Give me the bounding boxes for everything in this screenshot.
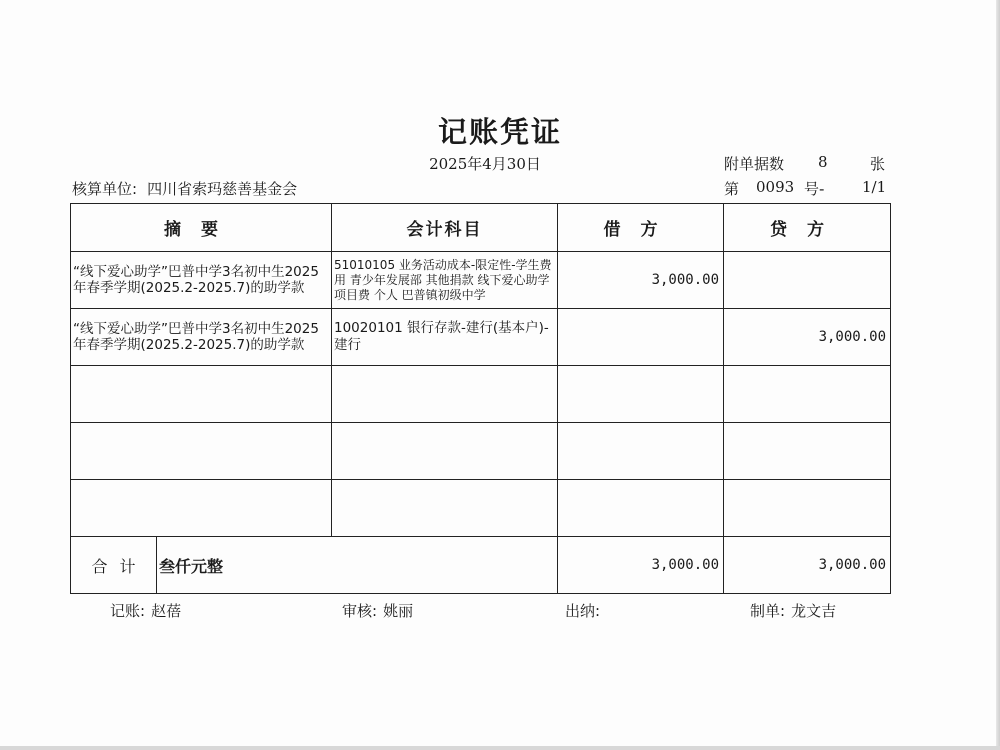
row-summary (71, 480, 332, 537)
row-account (332, 366, 558, 423)
accounting-unit-label: 核算单位: (72, 180, 138, 198)
voucher-number-suffix: 号- (804, 180, 825, 198)
row-debit (558, 423, 724, 480)
header-credit: 贷方 (724, 204, 891, 252)
preparer-label: 制单: (750, 602, 786, 620)
reviewer-name: 姚丽 (383, 602, 414, 620)
voucher-number-prefix: 第 (724, 180, 740, 198)
row-account (332, 480, 558, 537)
footer-preparer (750, 600, 836, 621)
footer-bookkeeper (110, 600, 181, 621)
footer-reviewer (342, 600, 413, 621)
header-debit: 借方 (558, 204, 724, 252)
table-row (71, 366, 891, 423)
row-credit (724, 423, 891, 480)
table-row (71, 423, 891, 480)
attachment-number: 8 (818, 153, 828, 171)
total-row (71, 537, 891, 594)
total-amount-in-words: 叁仟元整 (159, 556, 224, 576)
scan-edge (0, 746, 1000, 750)
total-cell (71, 537, 558, 594)
voucher-number-value: 0093 (756, 178, 795, 196)
voucher-page-count: 1/1 (862, 178, 887, 196)
row-debit: 3,000.00 (558, 252, 724, 309)
row-account: 10020101 银行存款-建行(基本户)-建行 (332, 309, 558, 366)
table-row (71, 480, 891, 537)
row-credit (724, 366, 891, 423)
bookkeeper-label: 记账: (110, 602, 146, 620)
attachment-label: 附单据数 (724, 155, 785, 173)
row-summary: “线下爱心助学”巴普中学3名初中生2025年春季学期(2025.2-2025.7)的助学款 (71, 309, 332, 366)
row-credit (724, 480, 891, 537)
total-credit: 3,000.00 (724, 537, 891, 594)
row-credit (724, 252, 891, 309)
row-summary (71, 366, 332, 423)
accounting-unit-value: 四川省索玛慈善基金会 (147, 180, 298, 198)
table-header-row (71, 204, 891, 252)
row-summary: “线下爱心助学”巴普中学3名初中生2025年春季学期(2025.2-2025.7)的助学款 (71, 252, 332, 309)
row-summary (71, 423, 332, 480)
row-credit: 3,000.00 (724, 309, 891, 366)
voucher-title: 记账凭证 (437, 115, 562, 149)
row-debit (558, 366, 724, 423)
table-row (71, 309, 891, 366)
reviewer-label: 审核: (342, 602, 378, 620)
accounting-unit (72, 178, 297, 199)
bookkeeper-name: 赵蓓 (151, 602, 182, 620)
voucher-date: 2025年4月30日 (429, 155, 541, 173)
total-debit: 3,000.00 (558, 537, 724, 594)
cashier-label: 出纳: (565, 602, 601, 620)
footer-cashier (565, 600, 606, 621)
table-row (71, 252, 891, 309)
attachment-unit: 张 (870, 155, 886, 173)
row-debit (558, 480, 724, 537)
row-account (332, 423, 558, 480)
voucher-table (70, 203, 891, 594)
row-debit (558, 309, 724, 366)
preparer-name: 龙文吉 (791, 602, 837, 620)
header-account: 会计科目 (332, 204, 558, 252)
row-account: 51010105 业务活动成本-限定性-学生费用 青少年发展部 其他捐款 线下爱心助学 项目费 个人 巴普镇初级中学 (332, 252, 558, 309)
total-label: 合计 (71, 537, 157, 593)
header-summary: 摘要 (71, 204, 332, 252)
